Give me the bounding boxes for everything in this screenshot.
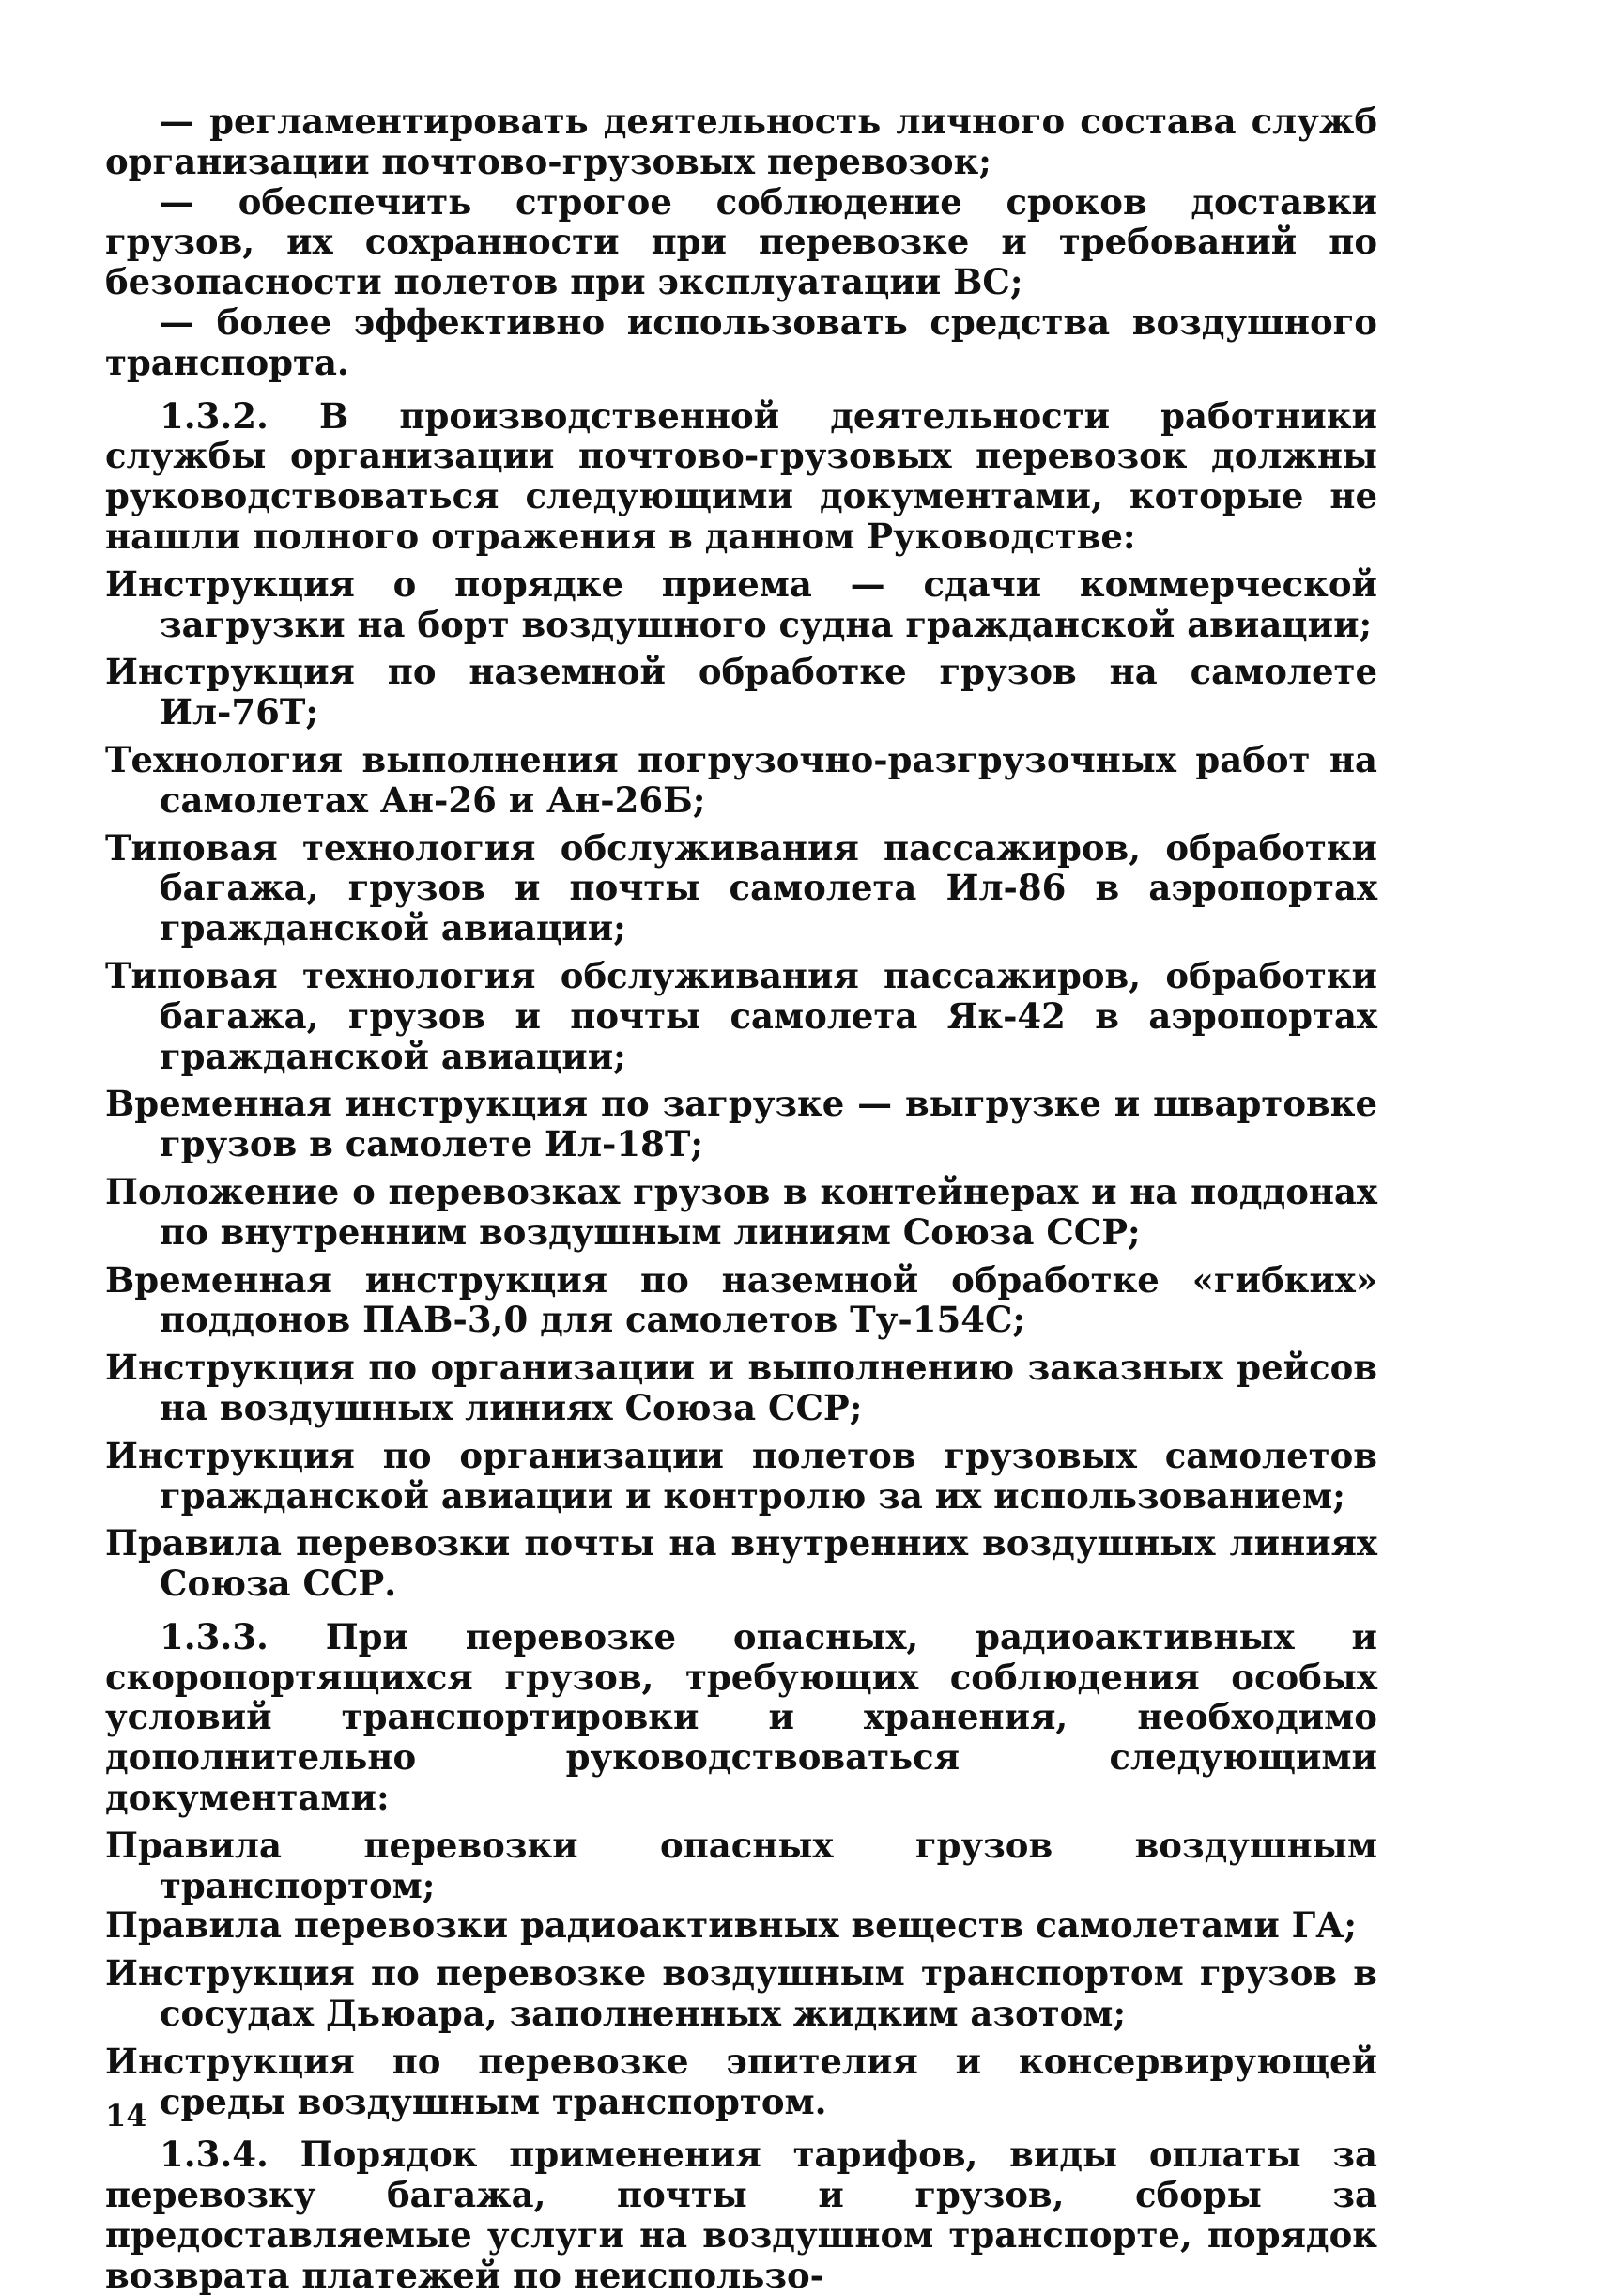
- document-list-item: Положение о перевозках грузов в контейнерах и на поддонах по внутренним воздушным линиям Союза ССР;: [105, 1170, 1377, 1253]
- document-list-item: Типовая технология обслуживания пассажиров, обработки багажа, грузов и почты самолета Як-42 в аэропортах гражданской авиации;: [105, 954, 1377, 1077]
- list-item: — более эффективно использовать средства воздушного транспорта.: [105, 300, 1377, 383]
- document-list-item: Временная инструкция по наземной обработке «гибких» поддонов ПАВ-3,0 для самолетов Ту-154С;: [105, 1258, 1377, 1341]
- document-list-item: Правила перевозки радиоактивных веществ самолетами ГА;: [105, 1904, 1357, 1947]
- document-list-item: Типовая технология обслуживания пассажиров, обработки багажа, грузов и почты самолета Ил-86 в аэропортах гражданской авиации;: [105, 826, 1377, 949]
- document-list-item: Инструкция по организации и выполнению заказных рейсов на воздушных линиях Союза ССР;: [105, 1347, 1377, 1428]
- document-list-item: Правила перевозки почты на внутренних воздушных линиях Союза ССР.: [105, 1522, 1377, 1605]
- document-list-item: Инструкция по организации полетов грузовых самолетов гражданской авиации и контролю за их использованием;: [105, 1434, 1377, 1517]
- list-item: — обеспечить строгое соблюдение сроков доставки грузов, их сохранности при перевозке и требований по безопасности полетов при эксплуатации ВС;: [105, 180, 1377, 303]
- section-paragraph-1-3-3: 1.3.3. При перевозке опасных, радиоактивных и скоропортящихся грузов, требующих соблюдения особых условий транспортировки и хранения, необходимо дополнительно руководствоваться следующими документами:: [105, 1615, 1377, 1819]
- section-paragraph-1-3-2: 1.3.2. В производственной деятельности работники службы организации почтово-грузовых перевозок должны руководствоваться следующими документами, которые не нашли полного отражения в данном Руководстве:: [105, 394, 1377, 557]
- document-list-item: Технология выполнения погрузочно-разгрузочных работ на самолетах Ан-26 и Ан-26Б;: [105, 738, 1377, 821]
- document-list-item: Инструкция по перевозке воздушным транспортом грузов в сосудах Дьюара, заполненных жидким азотом;: [105, 1952, 1377, 2035]
- document-list-item: Правила перевозки опасных грузов воздушным транспортом;: [105, 1824, 1377, 1906]
- document-list-item: Инструкция по перевозке эпителия и консервирующей среды воздушным транспортом.: [105, 2040, 1377, 2122]
- document-list-item: Инструкция по наземной обработке грузов на самолете Ил-76Т;: [105, 651, 1377, 733]
- section-paragraph-1-3-4: 1.3.4. Порядок применения тарифов, виды оплаты за перевозку багажа, почты и грузов, сборы за предоставляемые услуги на воздушном транспорте, порядок возврата платежей по неиспользо-: [105, 2134, 1377, 2296]
- document-list-item: Инструкция о порядке приема — сдачи коммерческой загрузки на борт воздушного судна гражданской авиации;: [105, 562, 1377, 645]
- page-body: [105, 101, 1377, 2296]
- page-number: 14: [105, 2098, 147, 2134]
- list-item: — регламентировать деятельность личного состава служб организации почтово-грузовых перевозок;: [105, 100, 1377, 182]
- document-list-item: Временная инструкция по загрузке — выгрузке и швартовке грузов в самолете Ил-18Т;: [105, 1083, 1377, 1165]
